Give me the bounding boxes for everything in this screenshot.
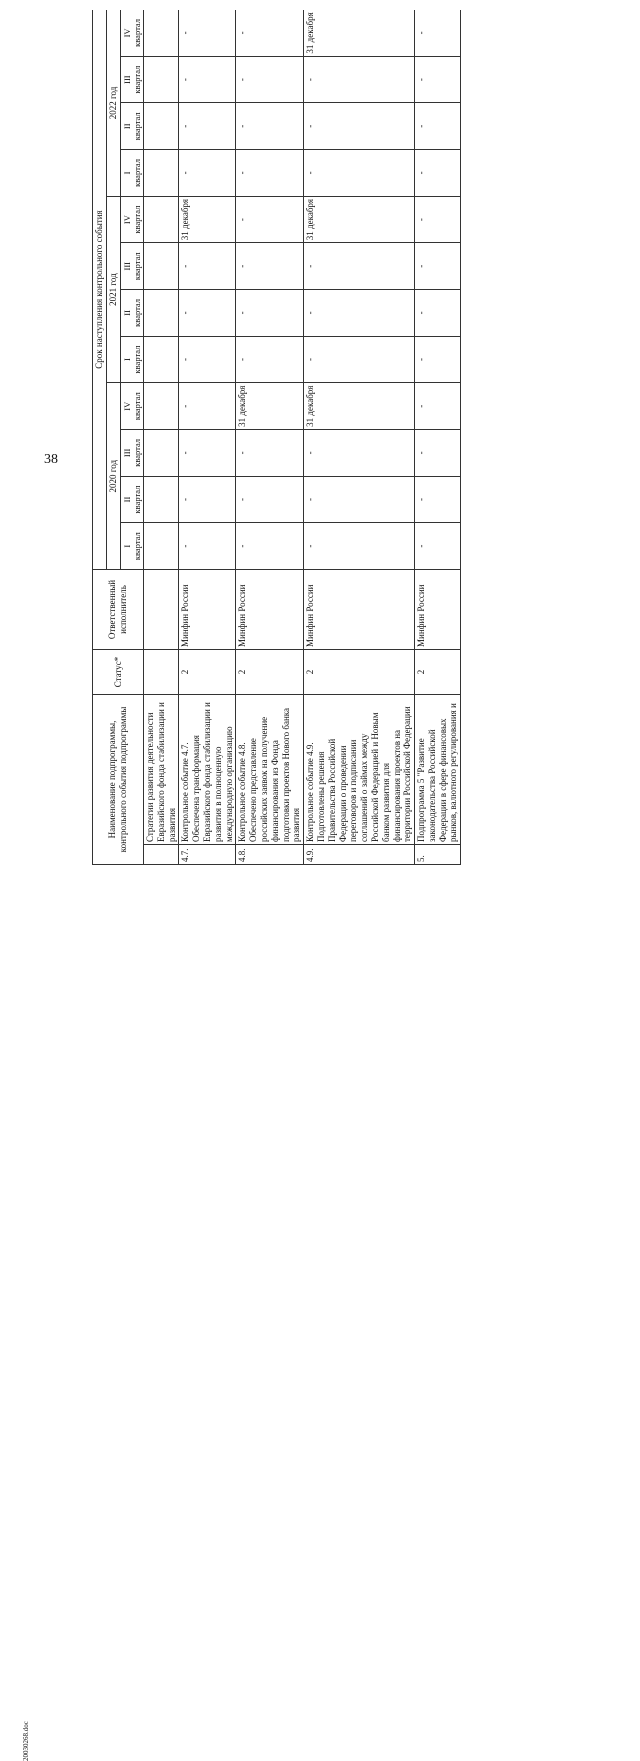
row-status: 2	[304, 650, 415, 695]
row-quarter-cell: -	[179, 150, 236, 197]
row-quarter-cell: -	[236, 523, 304, 570]
header-quarter	[120, 150, 143, 197]
row-number: 4.8.	[236, 845, 304, 865]
header-executor: Ответственный исполнитель	[93, 570, 144, 650]
row-quarter-cell: -	[236, 103, 304, 150]
header-quarter	[120, 383, 143, 430]
row-quarter-cell: -	[415, 336, 461, 383]
row-quarter-cell: 31 декабря	[236, 383, 304, 430]
quarter-word: квартал	[131, 392, 142, 421]
row-quarter-cell: -	[236, 196, 304, 243]
row-quarter-cell: -	[304, 56, 415, 103]
row-quarter-cell	[143, 383, 178, 430]
quarter-roman: I	[121, 544, 132, 548]
row-quarter-cell: -	[179, 523, 236, 570]
row-executor	[143, 570, 178, 650]
row-quarter-cell: -	[415, 383, 461, 430]
header-quarter	[120, 243, 143, 290]
row-quarter-cell: -	[236, 150, 304, 197]
row-quarter-cell	[143, 336, 178, 383]
footer	[12, 890, 82, 1761]
table-row	[415, 10, 461, 865]
row-quarter-cell: -	[236, 56, 304, 103]
quarter-roman: III	[121, 448, 132, 458]
row-quarter-cell: -	[179, 10, 236, 56]
header-quarter	[120, 290, 143, 337]
table-row	[304, 10, 415, 865]
row-name: Контрольное событие 4.9. Подготовлены решения Правительства Российской Федерации о проведении переговоров и подписании соглашений о займах между Российской Федерацией и Новым банком развития для финансирования проектов на территории Российской Федерации	[304, 695, 415, 845]
header-row-1	[93, 10, 107, 865]
row-quarter-cell: -	[415, 196, 461, 243]
quarter-roman: IV	[121, 215, 132, 225]
row-executor: Минфин России	[236, 570, 304, 650]
quarter-roman: IV	[121, 401, 132, 411]
quarter-roman: IV	[121, 28, 132, 38]
row-quarter-cell: -	[304, 290, 415, 337]
row-quarter-cell: -	[415, 10, 461, 56]
document-table-frame	[92, 10, 520, 865]
header-quarter	[120, 523, 143, 570]
row-quarter-cell: -	[179, 476, 236, 523]
header-quarter	[120, 56, 143, 103]
row-quarter-cell: -	[179, 56, 236, 103]
row-quarter-cell: -	[304, 103, 415, 150]
header-quarter	[120, 336, 143, 383]
page-number: 38	[44, 452, 58, 467]
row-quarter-cell	[143, 523, 178, 570]
row-quarter-cell: -	[304, 430, 415, 477]
header-name: Наименование подпрограммы, контрольного события подпрограммы	[93, 695, 144, 865]
row-quarter-cell: -	[179, 290, 236, 337]
row-quarter-cell	[143, 196, 178, 243]
row-quarter-cell: -	[304, 336, 415, 383]
header-quarter	[120, 430, 143, 477]
row-number	[143, 845, 178, 865]
row-quarter-cell: 31 декабря	[179, 196, 236, 243]
row-quarter-cell: -	[179, 383, 236, 430]
quarter-roman: III	[121, 261, 132, 271]
row-quarter-cell: 31 декабря	[304, 383, 415, 430]
row-status: 2	[236, 650, 304, 695]
row-quarter-cell: -	[304, 243, 415, 290]
row-quarter-cell: -	[304, 476, 415, 523]
rotated-table-container	[92, 10, 520, 865]
row-quarter-cell	[143, 243, 178, 290]
quarter-roman: I	[121, 358, 132, 361]
row-quarter-cell: 31 декабря	[304, 196, 415, 243]
header-quarter	[120, 103, 143, 150]
quarter-word: квартал	[131, 65, 142, 94]
quarter-word: квартал	[131, 19, 142, 47]
header-year: 2022 год	[106, 10, 120, 196]
row-quarter-cell: -	[304, 150, 415, 197]
row-quarter-cell	[143, 476, 178, 523]
quarter-word: квартал	[131, 438, 142, 467]
row-quarter-cell: -	[415, 523, 461, 570]
row-quarter-cell: -	[179, 430, 236, 477]
header-quarter	[120, 196, 143, 243]
control-events-table	[92, 10, 461, 865]
row-quarter-cell	[143, 10, 178, 56]
table-header	[93, 10, 144, 865]
row-name: Контрольное событие 4.8. Обеспечено представление российских заявок на получение финансирования из Фонда подготовки проектов Нового банка развития	[236, 695, 304, 845]
row-quarter-cell: -	[415, 476, 461, 523]
row-quarter-cell	[143, 56, 178, 103]
header-year: 2021 год	[106, 196, 120, 383]
row-name: Подпрограмма 5 "Развитие законодательства Российской Федерации в сфере финансовых рынков, валютного регулирования и	[415, 695, 461, 845]
row-executor: Минфин России	[304, 570, 415, 650]
row-quarter-cell: -	[236, 430, 304, 477]
row-quarter-cell: -	[236, 476, 304, 523]
row-quarter-cell	[143, 150, 178, 197]
row-quarter-cell	[143, 290, 178, 337]
quarter-word: квартал	[131, 298, 142, 327]
row-quarter-cell: -	[304, 523, 415, 570]
row-quarter-cell	[143, 103, 178, 150]
row-quarter-cell: -	[415, 243, 461, 290]
row-quarter-cell: -	[236, 336, 304, 383]
table-row	[143, 10, 178, 865]
row-quarter-cell: -	[179, 243, 236, 290]
row-quarter-cell: -	[415, 103, 461, 150]
row-quarter-cell: -	[236, 10, 304, 56]
quarter-roman: I	[121, 171, 132, 175]
header-deadline: Срок наступления контрольного события	[93, 10, 107, 570]
row-executor: Минфин России	[415, 570, 461, 650]
quarter-word: квартал	[131, 532, 142, 561]
header-quarter	[120, 10, 143, 56]
row-number: 5.	[415, 845, 461, 865]
row-quarter-cell: -	[179, 103, 236, 150]
header-quarter	[120, 476, 143, 523]
quarter-word: квартал	[131, 205, 142, 234]
row-quarter-cell: -	[179, 336, 236, 383]
table-body	[143, 10, 460, 865]
row-name: Стратегии развития деятельности Евразийского фонда стабилизации и развития	[143, 695, 178, 845]
header-status: Статус*	[93, 650, 144, 695]
row-quarter-cell: -	[415, 150, 461, 197]
table-row	[179, 10, 236, 865]
row-quarter-cell	[143, 430, 178, 477]
row-number: 4.9.	[304, 845, 415, 865]
row-status: 2	[179, 650, 236, 695]
header-year: 2020 год	[106, 383, 120, 570]
quarter-roman: II	[121, 123, 132, 130]
row-quarter-cell: -	[415, 290, 461, 337]
row-number: 4.7.	[179, 845, 236, 865]
quarter-word: квартал	[131, 345, 142, 374]
row-status	[143, 650, 178, 695]
quarter-roman: II	[121, 310, 132, 316]
row-name: Контрольное событие 4.7. Обеспечена трансформация Евразийского фонда стабилизации и развития в полноценную международную организацию	[179, 695, 236, 845]
quarter-word: квартал	[131, 485, 142, 514]
row-quarter-cell: -	[415, 430, 461, 477]
row-quarter-cell: 31 декабря	[304, 10, 415, 56]
quarter-word: квартал	[131, 112, 142, 141]
row-status: 2	[415, 650, 461, 695]
row-executor: Минфин России	[179, 570, 236, 650]
row-quarter-cell: -	[415, 56, 461, 103]
table-row	[236, 10, 304, 865]
row-quarter-cell: -	[236, 243, 304, 290]
footer-code: 20030268.doc	[22, 1721, 30, 1761]
row-quarter-cell: -	[236, 290, 304, 337]
quarter-roman: II	[121, 496, 132, 503]
quarter-word: квартал	[131, 159, 142, 187]
quarter-word: квартал	[131, 252, 142, 281]
quarter-roman: III	[121, 75, 132, 84]
